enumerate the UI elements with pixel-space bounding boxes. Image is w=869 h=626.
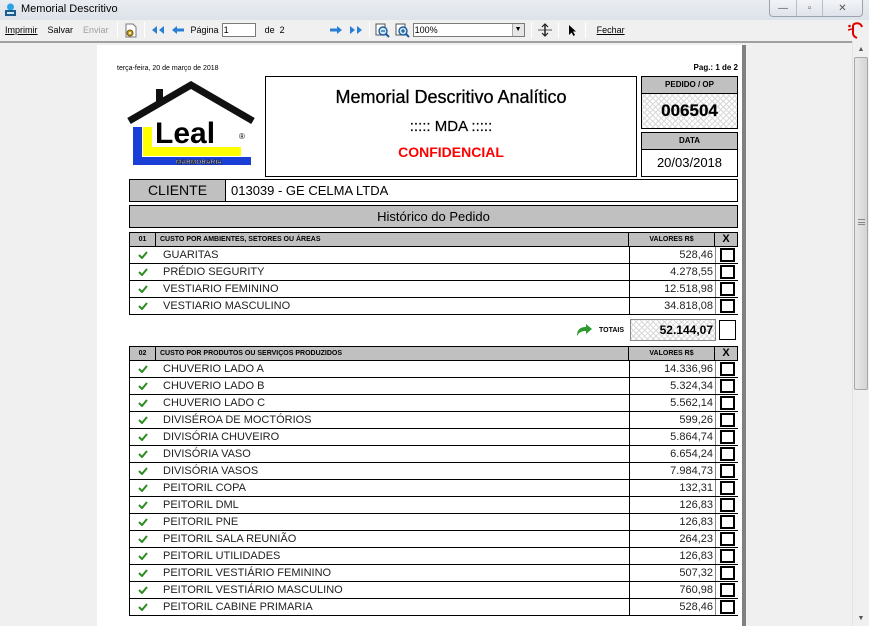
table-row xyxy=(129,497,738,514)
title-bar xyxy=(0,0,869,20)
table-row xyxy=(129,446,738,463)
table-row xyxy=(129,361,738,378)
order-box xyxy=(641,76,738,129)
minimize-button[interactable] xyxy=(770,0,796,16)
toolbar-separator xyxy=(369,22,370,38)
check-icon xyxy=(138,484,148,492)
values-column-header: VALORES R$ xyxy=(629,233,715,246)
row-checkbox[interactable] xyxy=(716,264,738,280)
maximize-icon: ▫ xyxy=(807,2,812,14)
row-name: VESTIARIO FEMININO xyxy=(156,281,630,297)
arrow-right-icon xyxy=(329,25,343,35)
row-value: 126,83 xyxy=(630,514,716,530)
section-01-rows xyxy=(129,247,738,315)
save-button[interactable] xyxy=(43,21,79,39)
date-box xyxy=(641,132,738,177)
minimize-icon: — xyxy=(778,2,788,14)
report-title-box xyxy=(265,76,637,177)
row-name: VESTIARIO MASCULINO xyxy=(156,298,630,314)
row-name: PRÉDIO SEGURITY xyxy=(156,264,630,280)
row-checkbox[interactable] xyxy=(716,531,738,547)
arrow-left-icon xyxy=(171,25,185,35)
date-value: 20/03/2018 xyxy=(656,155,723,170)
row-name: PEITORIL UTILIDADES xyxy=(156,548,630,564)
maximize-button[interactable] xyxy=(796,0,822,16)
page-fit-button[interactable] xyxy=(537,22,553,38)
vertical-scrollbar[interactable] xyxy=(852,41,869,626)
table-row xyxy=(129,395,738,412)
select-pointer-button[interactable] xyxy=(564,22,580,38)
print-label: Imprimir xyxy=(5,25,38,35)
zoom-level-value: 100% xyxy=(414,25,438,35)
app-icon xyxy=(4,3,17,16)
send-button[interactable] xyxy=(78,21,114,39)
table-row xyxy=(129,548,738,565)
check-icon xyxy=(138,365,148,373)
move-vertical-icon xyxy=(537,23,553,37)
report-subtitle: ::::: MDA ::::: xyxy=(409,118,493,135)
check-icon xyxy=(138,382,148,390)
section-header-02 xyxy=(129,346,738,361)
row-value: 599,26 xyxy=(630,412,716,428)
row-checkbox[interactable] xyxy=(716,548,738,564)
row-checkbox[interactable] xyxy=(716,298,738,314)
check-icon xyxy=(138,603,148,611)
check-icon xyxy=(138,450,148,458)
section-title: CUSTO POR PRODUTOS OU SERVIÇOS PRODUZIDOS xyxy=(156,347,629,360)
check-icon xyxy=(138,552,148,560)
x-column-header: X xyxy=(722,347,730,359)
row-name: PEITORIL COPA xyxy=(156,480,630,496)
row-value: 132,31 xyxy=(630,480,716,496)
svg-text:®: ® xyxy=(239,132,245,141)
row-name: DIVISÓRIA VASOS xyxy=(156,463,630,479)
row-value: 7.984,73 xyxy=(630,463,716,479)
row-value: 34.818,08 xyxy=(630,298,716,314)
toolbar-separator xyxy=(558,22,559,38)
row-name: CHUVERIO LADO B xyxy=(156,378,630,394)
row-value: 12.518,98 xyxy=(630,281,716,297)
table-row xyxy=(129,412,738,429)
check-icon xyxy=(138,268,148,276)
table-row xyxy=(129,378,738,395)
scrollbar-thumb[interactable] xyxy=(854,57,868,390)
row-name: GUARITAS xyxy=(156,247,630,263)
row-name: DIVISÓRIA VASO xyxy=(156,446,630,462)
table-row xyxy=(129,599,738,616)
row-checkbox[interactable] xyxy=(716,281,738,297)
row-value: 264,23 xyxy=(630,531,716,547)
order-label: PEDIDO / OP xyxy=(642,77,737,94)
section-01-totals xyxy=(129,319,738,341)
table-row xyxy=(129,429,738,446)
client-value: 013039 - GE CELMA LTDA xyxy=(231,183,389,198)
row-value: 6.654,24 xyxy=(630,446,716,462)
zoom-in-button[interactable] xyxy=(395,22,411,38)
row-name: CHUVERIO LADO C xyxy=(156,395,630,411)
section-header-01 xyxy=(129,232,738,247)
row-value: 528,46 xyxy=(630,247,716,263)
table-row xyxy=(129,514,738,531)
row-value: 14.336,96 xyxy=(630,361,716,377)
row-value: 4.278,55 xyxy=(630,264,716,280)
close-icon: ✕ xyxy=(838,2,847,14)
close-report-label: Fechar xyxy=(596,25,625,35)
table-row xyxy=(129,531,738,548)
page-number-input[interactable]: 1 xyxy=(222,23,256,37)
toolbar-separator xyxy=(585,22,586,38)
row-name: PEITORIL CABINE PRIMARIA xyxy=(156,599,630,615)
row-checkbox[interactable] xyxy=(716,361,738,377)
report-title: Memorial Descritivo Analítico xyxy=(335,87,567,107)
save-label: Salvar xyxy=(47,25,74,35)
check-icon xyxy=(138,302,148,310)
row-value: 126,83 xyxy=(630,548,716,564)
send-label: Enviar xyxy=(83,25,109,35)
check-icon xyxy=(138,399,148,407)
row-checkbox[interactable] xyxy=(716,582,738,598)
row-name: PEITORIL VESTIÁRIO FEMININO xyxy=(156,565,630,581)
section-02-rows xyxy=(129,361,738,616)
zoom-level-select[interactable] xyxy=(413,23,525,37)
table-row xyxy=(129,463,738,480)
zoom-out-icon xyxy=(375,23,390,38)
section-title: CUSTO POR AMBIENTES, SETORES OU ÁREAS xyxy=(156,233,629,246)
check-icon xyxy=(138,433,148,441)
row-checkbox[interactable] xyxy=(716,565,738,581)
print-button[interactable] xyxy=(0,21,43,39)
row-value: 507,32 xyxy=(630,565,716,581)
row-checkbox[interactable] xyxy=(716,378,738,394)
scroll-down-button[interactable] xyxy=(853,610,869,626)
totals-checkbox[interactable] xyxy=(716,319,738,341)
row-value: 5.562,14 xyxy=(630,395,716,411)
curved-arrow-icon xyxy=(575,323,593,337)
report-date: terça-feira, 20 de março de 2018 xyxy=(117,65,219,72)
arrow-down-icon: ▼ xyxy=(857,614,865,622)
row-name: PEITORIL PNE xyxy=(156,514,630,530)
section-number: 02 xyxy=(130,347,156,360)
row-value: 126,83 xyxy=(630,497,716,513)
row-name: DIVISÓRIA CHUVEIRO xyxy=(156,429,630,445)
zoom-in-icon xyxy=(395,23,410,38)
row-checkbox[interactable] xyxy=(716,429,738,445)
toolbar-separator xyxy=(117,22,118,38)
leal-marmoraria-logo xyxy=(127,81,257,167)
row-checkbox[interactable] xyxy=(716,463,738,479)
x-column-header: X xyxy=(722,233,730,245)
row-checkbox[interactable] xyxy=(716,480,738,496)
check-icon xyxy=(138,285,148,293)
toolbar xyxy=(0,20,869,40)
row-checkbox[interactable] xyxy=(716,247,738,263)
document-gear-icon xyxy=(124,23,138,38)
table-row xyxy=(129,281,738,298)
row-name: PEITORIL SALA REUNIÃO xyxy=(156,531,630,547)
row-value: 760,98 xyxy=(630,582,716,598)
history-title: Histórico do Pedido xyxy=(129,205,738,228)
svg-text:MARMORARIA: MARMORARIA xyxy=(176,159,222,166)
row-value: 5.324,34 xyxy=(630,378,716,394)
page-shadow xyxy=(742,45,746,626)
row-checkbox[interactable] xyxy=(716,412,738,428)
check-icon xyxy=(138,501,148,509)
row-name: PEITORIL VESTIÁRIO MASCULINO xyxy=(156,582,630,598)
confidential-label: CONFIDENCIAL xyxy=(398,144,504,160)
row-name: PEITORIL DML xyxy=(156,497,630,513)
toolbar-separator xyxy=(531,22,532,38)
row-checkbox[interactable] xyxy=(716,395,738,411)
client-label: CLIENTE xyxy=(130,180,226,201)
page-indicator: Pag.: 1 de 2 xyxy=(693,63,738,72)
first-page-icon xyxy=(151,25,165,35)
check-icon xyxy=(138,535,148,543)
svg-text:Leal: Leal xyxy=(155,117,216,150)
window-title: Memorial Descritivo xyxy=(21,3,118,15)
first-page-button[interactable] xyxy=(150,22,166,38)
last-page-icon xyxy=(349,25,363,35)
row-checkbox[interactable] xyxy=(716,497,738,513)
page-total: 2 xyxy=(278,23,304,37)
row-value: 5.864,74 xyxy=(630,429,716,445)
check-icon xyxy=(138,251,148,259)
totals-value: 52.144,07 xyxy=(630,319,716,341)
row-checkbox[interactable] xyxy=(716,599,738,615)
brand-corner-icon xyxy=(847,21,863,39)
values-column-header: VALORES R$ xyxy=(629,347,715,360)
zoom-out-button[interactable] xyxy=(375,22,391,38)
table-row xyxy=(129,582,738,599)
table-row xyxy=(129,565,738,582)
cursor-arrow-icon xyxy=(567,24,577,37)
table-row xyxy=(129,298,738,315)
report-page xyxy=(97,45,742,626)
arrow-up-icon: ▲ xyxy=(857,45,865,53)
page-label: Página xyxy=(190,25,219,35)
row-checkbox[interactable] xyxy=(716,446,738,462)
close-report-button[interactable] xyxy=(589,21,630,39)
table-row xyxy=(129,480,738,497)
dropdown-arrow-icon[interactable]: ▼ xyxy=(512,24,524,36)
previous-page-button[interactable] xyxy=(170,22,186,38)
date-label: DATA xyxy=(642,133,737,150)
of-label: de xyxy=(264,25,275,35)
order-number: 006504 xyxy=(642,94,737,128)
totals-label: TOTAIS xyxy=(598,326,624,334)
report-viewer xyxy=(0,41,852,626)
check-icon xyxy=(138,569,148,577)
section-number: 01 xyxy=(130,233,156,246)
window-controls xyxy=(769,0,863,17)
check-icon xyxy=(138,416,148,424)
row-value: 528,46 xyxy=(630,599,716,615)
totals-label-area xyxy=(129,319,630,341)
row-checkbox[interactable] xyxy=(716,514,738,530)
toolbar-separator xyxy=(144,22,145,38)
table-row xyxy=(129,247,738,264)
check-icon xyxy=(138,467,148,475)
table-row xyxy=(129,264,738,281)
scroll-up-button[interactable] xyxy=(853,41,869,57)
row-name: DIVISÉROA DE MOCTÓRIOS xyxy=(156,412,630,428)
next-page-button[interactable] xyxy=(328,22,344,38)
row-name: CHUVERIO LADO A xyxy=(156,361,630,377)
check-icon xyxy=(138,518,148,526)
check-icon xyxy=(138,586,148,594)
close-window-button[interactable] xyxy=(822,0,862,16)
last-page-button[interactable] xyxy=(348,22,364,38)
export-settings-button[interactable] xyxy=(123,22,139,38)
client-row xyxy=(129,179,738,202)
grip-icon xyxy=(858,219,865,225)
